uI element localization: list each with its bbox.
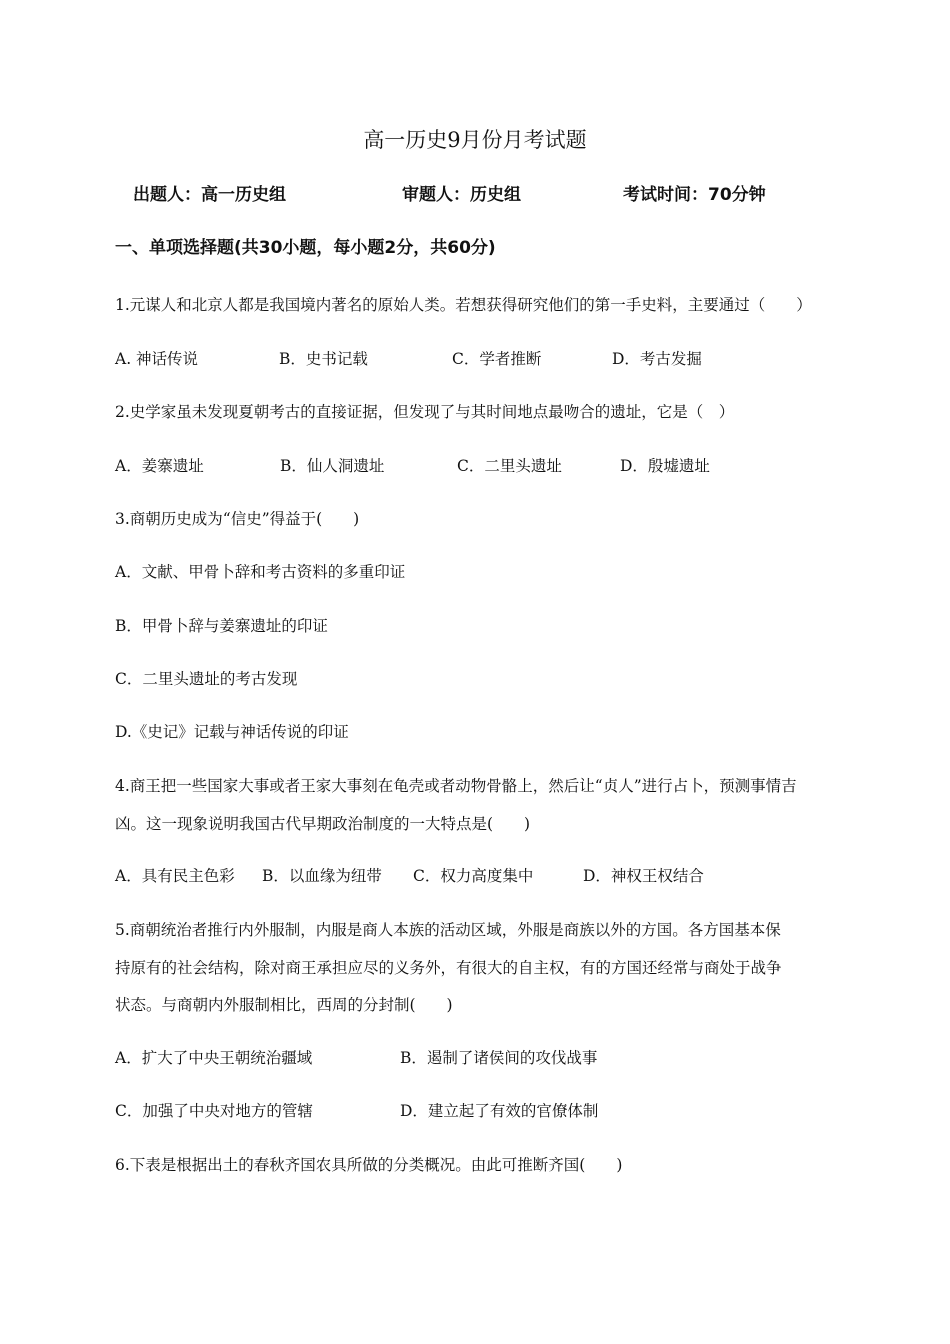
question-5-option-a: A．扩大了中央王朝统治疆域 [115, 1049, 313, 1067]
question-2-text: 2.史学家虽未发现夏朝考古的直接证据，但发现了与其时间地点最吻合的遗址，它是（ ） [115, 403, 735, 421]
question-4-option-a: A．具有民主色彩 [115, 867, 235, 885]
question-4-option-d: D．神权王权结合 [583, 867, 704, 885]
question-1-option-b: B．史书记载 [279, 350, 368, 368]
question-3-option-b: B．甲骨卜辞与姜寨遗址的印证 [115, 617, 328, 635]
question-5-option-b: B．遏制了诸侯间的攻伐战事 [400, 1049, 598, 1067]
author-info: 出题人：高一历史组 [133, 185, 286, 205]
question-5-text-line-2: 持原有的社会结构，除对商王承担应尽的义务外，有很大的自主权，有的方国还经常与商处于战争 [115, 959, 782, 977]
exam-time-info: 考试时间：70分钟 [623, 185, 766, 205]
question-1-option-c: C．学者推断 [452, 350, 542, 368]
question-1-option-d: D．考古发掘 [612, 350, 702, 368]
page-title: 高一历史9月份月考试题 [363, 128, 587, 152]
question-5-text-line-3: 状态。与商朝内外服制相比，西周的分封制( ) [115, 996, 453, 1014]
question-4-text-line-2: 凶。这一现象说明我国古代早期政治制度的一大特点是( ) [115, 815, 531, 833]
question-3-option-a: A．文献、甲骨卜辞和考古资料的多重印证 [115, 563, 406, 581]
question-3-option-d: D.《史记》记载与神话传说的印证 [115, 723, 349, 741]
question-3-option-c: C．二里头遗址的考古发现 [115, 670, 298, 688]
question-5-option-d: D．建立起了有效的官僚体制 [400, 1102, 599, 1120]
section-heading: 一、单项选择题(共30小题，每小题2分，共60分) [115, 238, 496, 258]
question-2-option-a: A．姜寨遗址 [115, 457, 204, 475]
question-2-option-d: D．殷墟遗址 [620, 457, 710, 475]
question-2-option-c: C．二里头遗址 [457, 457, 562, 475]
question-1-text: 1.元谋人和北京人都是我国境内著名的原始人类。若想获得研究他们的第一手史料，主要通过（ ） [115, 296, 812, 314]
reviewer-info: 审题人：历史组 [402, 185, 521, 205]
question-5-option-c: C．加强了中央对地方的管辖 [115, 1102, 313, 1120]
question-6-text: 6.下表是根据出土的春秋齐国农具所做的分类概况。由此可推断齐国( ) [115, 1156, 623, 1174]
question-5-text-line-1: 5.商朝统治者推行内外服制，内服是商人本族的活动区域，外服是商族以外的方国。各方国基本保 [115, 921, 781, 939]
question-2-option-b: B．仙人洞遗址 [280, 457, 385, 475]
question-4-option-c: C．权力高度集中 [413, 867, 534, 885]
question-4-option-b: B．以血缘为纽带 [262, 867, 382, 885]
question-3-text: 3.商朝历史成为“信史”得益于( ) [115, 510, 360, 528]
question-4-text-line-1: 4.商王把一些国家大事或者王家大事刻在龟壳或者动物骨骼上，然后让“贞人”进行占卜，预测事情吉 [115, 777, 797, 795]
question-1-option-a: A. 神话传说 [115, 350, 199, 368]
